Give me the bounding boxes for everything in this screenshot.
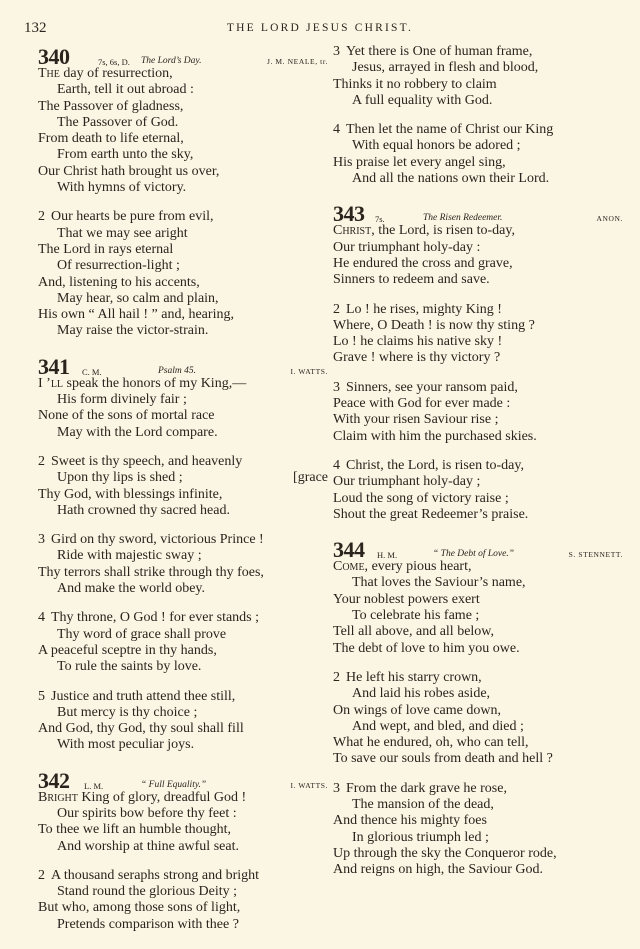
verse-line: Peace with God for ever made : xyxy=(333,396,511,412)
left-column xyxy=(38,44,328,947)
verse-line: To rule the saints by love. xyxy=(57,659,202,675)
verse-line: On wings of love came down, xyxy=(333,702,501,718)
verse-number: 3 xyxy=(38,532,45,548)
verse xyxy=(333,122,623,187)
verse-line: Thy terrors shall strike through thy foes, xyxy=(38,564,264,580)
verse-line: And wept, and bled, and died ; xyxy=(352,718,524,734)
hymn-header xyxy=(38,44,328,69)
verse-line: From death to life eternal, xyxy=(38,131,184,147)
verse-line: He endured the cross and grave, xyxy=(333,255,513,271)
hymn-tune: “ Full Equality.” xyxy=(141,779,207,790)
hymn-meter: 7s, 6s, D. xyxy=(98,57,130,67)
verse-line: Lo ! he claims his native sky ! xyxy=(333,334,503,350)
verse-number: 2 xyxy=(333,301,340,317)
verse-line: Shout the great Redeemer’s praise. xyxy=(333,506,529,522)
verse-line: His own “ All hail ! ” and, hearing, xyxy=(38,307,234,323)
verse xyxy=(333,458,623,523)
verse xyxy=(333,559,623,657)
verse-line: Jesus, arrayed in flesh and blood, xyxy=(352,60,539,76)
first-word: Christ, xyxy=(333,223,375,239)
verse-line: 2 Our hearts be pure from evil, xyxy=(38,209,214,225)
verse-line: His praise let every angel sing, xyxy=(333,154,506,170)
verse-line: Loud the song of victory raise ; xyxy=(333,490,509,506)
verse-line: With equal honors be adored ; xyxy=(352,138,521,154)
hymn xyxy=(38,354,328,754)
verse-number: 2 xyxy=(38,867,45,883)
verse-line: 3 Yet there is One of human frame, xyxy=(333,44,533,59)
verse-line: But mercy is thy choice ; xyxy=(57,704,198,720)
verse-line: To celebrate his fame ; xyxy=(352,608,480,624)
hymn-number: 343 xyxy=(333,201,365,227)
verse-line: The Passover of gladness, xyxy=(38,98,184,114)
verse-line: Sinners to redeem and save. xyxy=(333,272,490,288)
verse-line: A full equality with God. xyxy=(352,92,493,108)
hymn-author: I. WATTS. xyxy=(290,780,328,790)
hymn xyxy=(333,44,623,187)
verse-line: 4 Thy throne, O God ! for ever stands ; xyxy=(38,610,260,626)
hymn-meter: 7s. xyxy=(375,214,385,225)
first-word: I ’ll xyxy=(38,375,64,391)
verse-line: In glorious triumph led ; xyxy=(352,829,489,845)
hymn-tune: The Lord’s Day. xyxy=(141,56,202,66)
verse-line: Thinks it no robbery to claim xyxy=(333,76,497,92)
verse-line: Hath crowned thy sacred head. xyxy=(57,502,230,518)
hymn-number: 344 xyxy=(333,537,365,563)
verse xyxy=(333,223,623,288)
verse-line: Claim with him the purchased skies. xyxy=(333,428,537,444)
verse-line: 2 Lo ! he rises, mighty King ! xyxy=(333,301,502,317)
verse-number: 2 xyxy=(333,669,340,685)
verse-line: And, listening to his accents, xyxy=(38,274,200,290)
verse-line: Thy word of grace shall prove xyxy=(57,626,227,642)
hymn xyxy=(333,201,623,523)
verse-line: Of resurrection-light ; xyxy=(57,258,180,274)
verse-line: That loves the Saviour’s name, xyxy=(352,575,526,591)
verse-line: 2 A thousand seraphs strong and bright xyxy=(38,867,260,883)
verse xyxy=(38,868,328,933)
verse-line: And make the world obey. xyxy=(57,581,205,597)
verse-line: And worship at thine awful seat. xyxy=(57,838,239,854)
hymn-number: 340 xyxy=(38,44,70,69)
verse-line: His form divinely fair ; xyxy=(57,392,187,408)
verse xyxy=(38,689,328,754)
hymn-tune: Psalm 45. xyxy=(158,365,196,376)
verse xyxy=(38,454,328,519)
verse xyxy=(333,44,623,109)
hymn-author: S. STENNETT. xyxy=(568,550,623,560)
verse-line: Up through the sky the Conqueror rode, xyxy=(333,845,557,861)
hymn-header xyxy=(333,537,623,563)
verse-line: Tell all above, and all below, xyxy=(333,624,494,640)
first-word: The xyxy=(38,66,60,81)
verse-line: Grave ! where is thy victory ? xyxy=(333,350,501,366)
verse-number: 2 xyxy=(38,453,45,469)
verse-line: May raise the victor-strain. xyxy=(57,323,209,339)
verse xyxy=(38,610,328,675)
verse-line: Bright King of glory, dreadful God ! xyxy=(38,789,247,805)
verse-line: With your risen Saviour rise ; xyxy=(333,412,499,428)
hymn-header xyxy=(38,767,328,793)
verse-line: What he endured, oh, who can tell, xyxy=(333,735,529,751)
right-column xyxy=(333,44,623,892)
verse-line: Come, every pious heart, xyxy=(333,559,472,575)
verse-line: And God, thy God, thy soul shall fill xyxy=(38,721,244,737)
hymn-author: ANON. xyxy=(596,214,623,224)
hymn xyxy=(38,768,328,933)
verse-number: 3 xyxy=(333,379,340,395)
verse-line: None of the sons of mortal race xyxy=(38,408,215,424)
carryover-word: [grace xyxy=(293,470,328,486)
verse-line: To thee we lift an humble thought, xyxy=(38,822,232,838)
verse-number: 3 xyxy=(333,780,340,796)
hymn-tune: “ The Debt of Love.” xyxy=(433,549,515,560)
verse-line: 3 Sinners, see your ransom paid, xyxy=(333,379,518,395)
verse-line: That we may see aright xyxy=(57,225,188,241)
verse-line: Ride with majestic sway ; xyxy=(57,548,202,564)
verse-line: The Passover of God. xyxy=(57,114,179,130)
first-word: Bright xyxy=(38,789,78,805)
hymn-number: 341 xyxy=(38,353,70,379)
verse-line: May with the Lord compare. xyxy=(57,424,218,440)
verse-number: 3 xyxy=(333,44,340,59)
hymn-author: J. M. NEALE, tr. xyxy=(266,57,328,66)
verse-line: Our Christ hath brought us over, xyxy=(38,163,220,179)
hymn xyxy=(333,537,623,878)
verse-line: With most peculiar joys. xyxy=(57,737,195,753)
verse-line: 4 Christ, the Lord, is risen to-day, xyxy=(333,457,524,473)
verse-line: To save our souls from death and hell ? xyxy=(333,751,553,767)
verse-line: Where, O Death ! is now thy sting ? xyxy=(333,317,535,333)
verse-line: The Lord in rays eternal xyxy=(38,241,174,257)
first-word: Come, xyxy=(333,559,369,575)
verse-line: 2 He left his starry crown, xyxy=(333,669,482,685)
verse-line: Upon thy lips is shed ; [grace xyxy=(57,470,328,486)
verse-line: From earth unto the sky, xyxy=(57,147,194,163)
verse-line: Our triumphant holy-day ; xyxy=(333,474,481,490)
hymn-header xyxy=(333,201,623,227)
verse-line: And thence his mighty foes xyxy=(333,813,487,829)
verse xyxy=(333,781,623,879)
verse-line: But who, among those sons of light, xyxy=(38,900,241,916)
verse xyxy=(38,532,328,597)
hymn-author: I. WATTS. xyxy=(290,366,328,376)
verse-number: 5 xyxy=(38,688,45,704)
verse-line: I ’ll speak the honors of my King,— xyxy=(38,375,247,391)
verse-number: 4 xyxy=(38,610,45,626)
verse-line: 4 Then let the name of Christ our King xyxy=(333,122,554,138)
verse-line: The debt of love to him you owe. xyxy=(333,640,520,656)
verse xyxy=(38,376,328,441)
verse xyxy=(333,302,623,367)
hymn-header xyxy=(38,353,328,379)
verse-line: Our triumphant holy-day : xyxy=(333,239,481,255)
verse-line: 3 From the dark grave he rose, xyxy=(333,780,507,796)
verse-line: With hymns of victory. xyxy=(57,180,187,196)
verse-line: Our spirits bow before thy feet : xyxy=(57,805,237,821)
verse-line: 5 Justice and truth attend thee still, xyxy=(38,688,236,704)
verse-line: The mansion of the dead, xyxy=(352,796,494,812)
verse-line: 3 Gird on thy sword, victorious Prince ! xyxy=(38,532,264,548)
running-title: THE LORD JESUS CHRIST. xyxy=(226,22,414,34)
verse-line: Your noblest powers exert xyxy=(333,591,480,607)
hymn-meter: L. M. xyxy=(84,780,104,791)
verse xyxy=(38,209,328,339)
verse xyxy=(333,670,623,768)
verse-line: And laid his robes aside, xyxy=(352,686,491,702)
verse-line: The day of resurrection, xyxy=(38,66,173,81)
verse-line: Thy God, with blessings infinite, xyxy=(38,486,223,502)
verse-line: Christ, the Lord, is risen to-day, xyxy=(333,223,515,239)
hymn-meter: C. M. xyxy=(82,366,102,377)
verse-line: Stand round the glorious Deity ; xyxy=(57,884,238,900)
page-number: 132 xyxy=(24,20,47,36)
verse xyxy=(38,66,328,196)
verse-line: 2 Sweet is thy speech, and heavenly xyxy=(38,453,243,469)
verse-line: Earth, tell it out abroad : xyxy=(57,82,194,98)
verse xyxy=(38,790,328,855)
verse-line: Pretends comparison with thee ? xyxy=(57,916,239,932)
verse-number: 4 xyxy=(333,122,340,138)
verse xyxy=(333,380,623,445)
verse-number: 4 xyxy=(333,457,340,473)
verse-line: May hear, so calm and plain, xyxy=(57,290,219,306)
hymn-tune: The Risen Redeemer. xyxy=(423,213,503,224)
verse-number: 2 xyxy=(38,209,45,225)
hymn-number: 342 xyxy=(38,767,70,793)
verse-line: A peaceful sceptre in thy hands, xyxy=(38,642,217,658)
hymn-meter: H. M. xyxy=(377,550,398,561)
verse-line: And all the nations own their Lord. xyxy=(352,171,550,187)
verse-line: And reigns on high, the Saviour God. xyxy=(333,862,543,878)
hymn xyxy=(38,44,328,340)
